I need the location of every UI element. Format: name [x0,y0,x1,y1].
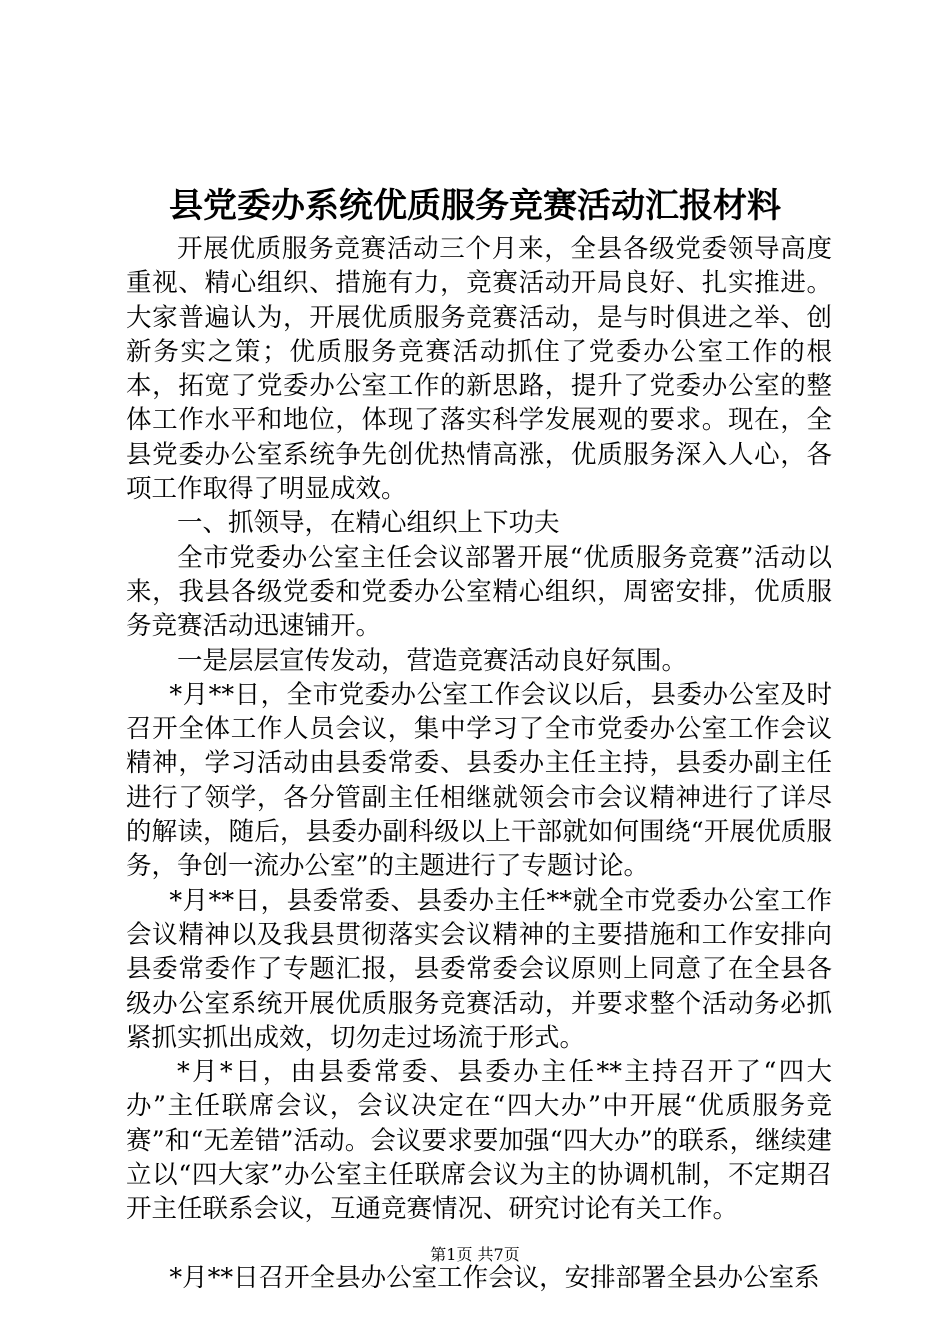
paragraph-event-4: *月**日召开全县办公室工作会议，安排部署全县办公室系 [169,1262,820,1293]
paragraph-event-2: *月**日，县委常委、县委办主任**就全市党委办公室工作会议精神以及我县贯彻落实会议精神的主要措施和工作安排向县委常委作了专题汇报，县委常委会议原则上同意了在全县各级办公室系统开展优质服务竞赛活动，并要求整个活动务必抓紧抓实抓出成效，切勿走过场流于形式。 [126,885,832,1053]
page-footer: 第1页 共7页 [430,1245,520,1264]
document-body [126,232,832,1295]
paragraph-section-intro: 全市党委办公室主任会议部署开展“优质服务竞赛”活动以来，我县各级党委和党委办公室精心组织，周密安排，优质服务竞赛活动迅速铺开。 [126,542,832,642]
paragraph-intro: 开展优质服务竞赛活动三个月来，全县各级党委领导高度重视、精心组织、措施有力，竞赛活动开局良好、扎实推进。大家普遍认为，开展优质服务竞赛活动，是与时俱进之举、创新务实之策；优质服务竞赛活动抓住了党委办公室工作的根本，拓宽了党委办公室工作的新思路，提升了党委办公室的整体工作水平和地位，体现了落实科学发展观的要求。现在，全县党委办公室系统争先创优热情高涨，优质服务深入人心，各项工作取得了明显成效。 [126,234,832,505]
document-title: 县党委办系统优质服务竞赛活动汇报材料 [169,186,781,226]
paragraph-event-3: *月*日，由县委常委、县委办主任**主持召开了“四大办”主任联席会议，会议决定在“四大办”中开展“优质服务竞赛”和“无差错”活动。会议要求要加强“四大办”的联系，继续建立以“四大家”办公室主任联席会议为主的协调机制，不定期召开主任联系会议，互通竞赛情况、研究讨论有关工作。 [126,1057,832,1225]
paragraph-event-1: *月**日，全市党委办公室工作会议以后，县委办公室及时召开全体工作人员会议，集中学习了全市党委办公室工作会议精神，学习活动由县委常委、县委办主任主持，县委办副主任进行了领学，各分管副主任相继就领会市会议精神进行了详尽的解读，随后，县委办副科级以上干部就如何围绕“开展优质服务，争创一流办公室”的主题进行了专题讨论。 [126,679,832,882]
section-heading: 一、抓领导，在精心组织上下功夫 [177,508,560,539]
subheading: 一是层层宣传发动，营造竞赛活动良好氛围。 [177,645,688,676]
